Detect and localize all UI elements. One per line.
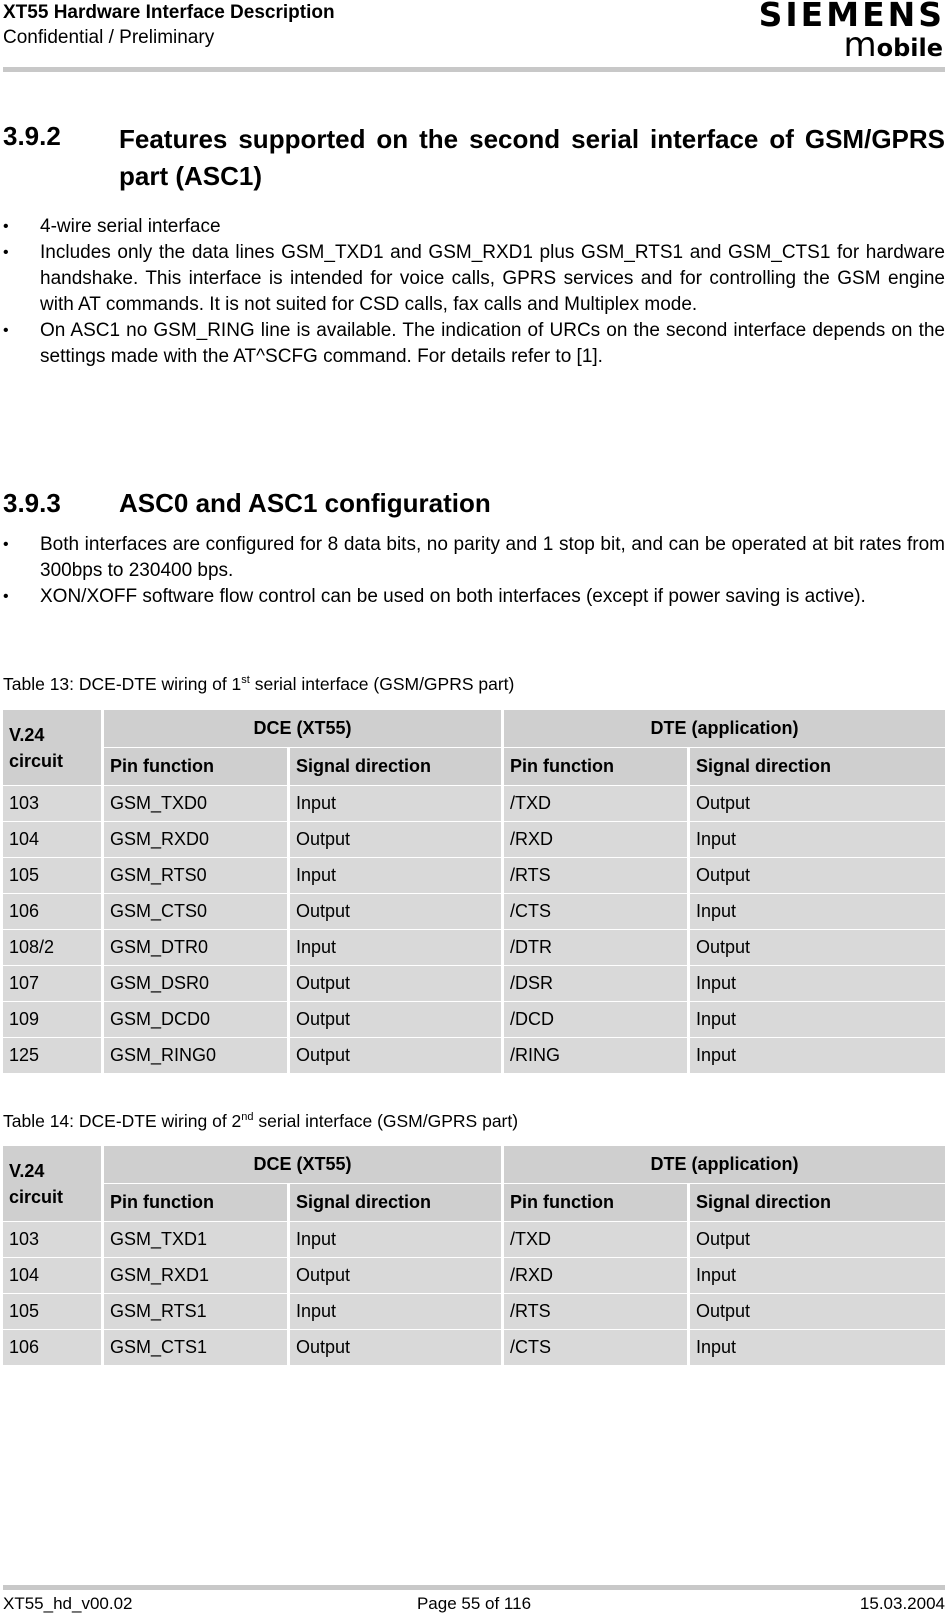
cell-dte-direction: Input [690,1330,945,1366]
cell-circuit: 106 [3,1330,104,1366]
table-row [3,1330,945,1366]
section-number: 3.9.3 [3,488,61,518]
cell-dte-direction: Output [690,930,945,966]
footer-date: 15.03.2004 [859,1594,945,1613]
header-dte: DTE (application) [504,710,945,748]
list-item: • Both interfaces are configured for 8 data bits, no parity and 1 stop bit, and can be operated at bit rates from 300bps to 230400 bps. [3,532,945,584]
table-13 [3,710,945,1074]
caption-text: Table 13: DCE-DTE wiring of 1 [3,674,242,694]
cell-dce-pin: GSM_DSR0 [104,966,290,1002]
caption-text: serial interface (GSM/GPRS part) [249,674,515,694]
cell-dce-pin: GSM_TXD1 [104,1222,290,1258]
document-confidentiality: Confidential / Preliminary [3,27,215,48]
footer-rule [3,1585,945,1590]
cell-dte-pin: /DTR [504,930,690,966]
cell-dte-direction: Input [690,1258,945,1294]
cell-circuit: 104 [3,1258,104,1294]
table-row [3,1038,945,1074]
caption-text: serial interface (GSM/GPRS part) [253,1111,519,1131]
table-header-row [3,710,945,748]
cell-dce-direction: Output [290,966,504,1002]
cell-dce-direction: Output [290,1002,504,1038]
table-row [3,930,945,966]
cell-dce-pin: GSM_RTS0 [104,858,290,894]
table-13-caption [3,674,514,695]
cell-dte-pin: /DCD [504,1002,690,1038]
cell-circuit: 107 [3,966,104,1002]
cell-dce-direction: Output [290,1258,504,1294]
header-circuit: V.24 circuit [3,710,104,786]
table-subheader-row [3,1184,945,1222]
list-item: • 4-wire serial interface [3,214,945,240]
cell-dce-pin: GSM_TXD0 [104,786,290,822]
cell-dce-pin: GSM_CTS1 [104,1330,290,1366]
table-row [3,858,945,894]
header-signal-direction: Signal direction [690,748,945,786]
cell-dce-direction: Input [290,1222,504,1258]
table-row [3,822,945,858]
cell-dce-direction: Input [290,930,504,966]
header-circuit: V.24 circuit [3,1146,104,1222]
footer-doc-id: XT55_hd_v00.02 [3,1594,133,1613]
cell-dce-pin: GSM_DTR0 [104,930,290,966]
cell-dte-direction: Input [690,894,945,930]
cell-dce-direction: Input [290,786,504,822]
header-pin-function: Pin function [104,1184,290,1222]
logo-mobile [759,25,943,65]
cell-dce-direction: Output [290,1038,504,1074]
cell-dce-direction: Output [290,822,504,858]
bullet-list-392 [3,214,945,370]
table-subheader-row [3,748,945,786]
cell-dce-direction: Input [290,1294,504,1330]
cell-dce-direction: Input [290,858,504,894]
header-dce: DCE (XT55) [104,710,504,748]
cell-dte-pin: /RTS [504,1294,690,1330]
cell-dce-pin: GSM_CTS0 [104,894,290,930]
table-row [3,1294,945,1330]
cell-dte-direction: Output [690,1294,945,1330]
siemens-mobile-logo [758,0,945,65]
cell-circuit: 105 [3,858,104,894]
logo-mobile-m: m [843,25,877,65]
table-row [3,1002,945,1038]
header-signal-direction: Signal direction [290,1184,504,1222]
header-signal-direction: Signal direction [290,748,504,786]
cell-dte-pin: /RXD [504,822,690,858]
header-rule [3,67,945,72]
list-item: • Includes only the data lines GSM_TXD1 and GSM_RXD1 plus GSM_RTS1 and GSM_CTS1 for hardware handshake. This interface is intended for voice calls, GPRS services and for controlling the GSM engine with AT commands. It is not suited for CSD calls, fax calls and Multiplex mode. [3,240,945,318]
cell-dte-direction: Input [690,1002,945,1038]
cell-dce-pin: GSM_RING0 [104,1038,290,1074]
header-pin-function: Pin function [504,748,690,786]
logo-siemens: SIEMENS [758,0,945,34]
header-dce: DCE (XT55) [104,1146,504,1184]
cell-circuit: 103 [3,786,104,822]
cell-dte-direction: Output [690,786,945,822]
table-row [3,894,945,930]
footer-page-number: Page 55 of 116 [416,1594,532,1613]
cell-circuit: 103 [3,1222,104,1258]
section-heading-393 [3,488,491,519]
header-pin-function: Pin function [504,1184,690,1222]
table-14 [3,1146,945,1366]
cell-dte-pin: /DSR [504,966,690,1002]
cell-dte-pin: /RING [504,1038,690,1074]
cell-dte-pin: /CTS [504,1330,690,1366]
cell-dte-direction: Input [690,822,945,858]
header-signal-direction: Signal direction [690,1184,945,1222]
table-row [3,786,945,822]
cell-dte-direction: Input [690,1038,945,1074]
table-row [3,966,945,1002]
cell-circuit: 109 [3,1002,104,1038]
list-item: • On ASC1 no GSM_RING line is available. The indication of URCs on the second interface depends on the settings made with the AT^SCFG command. For details refer to [1]. [3,318,945,370]
section-title: Features supported on the second serial interface of GSM/GPRS part (ASC1) [119,124,945,191]
table-row [3,1258,945,1294]
cell-dte-pin: /CTS [504,894,690,930]
caption-superscript: nd [241,1111,254,1124]
cell-circuit: 108/2 [3,930,104,966]
cell-dte-pin: /TXD [504,786,690,822]
cell-circuit: 104 [3,822,104,858]
cell-dce-pin: GSM_RXD0 [104,822,290,858]
cell-dce-direction: Output [290,1330,504,1366]
cell-dce-pin: GSM_RTS1 [104,1294,290,1330]
logo-mobile-rest: obile [876,34,943,62]
caption-text: Table 14: DCE-DTE wiring of 2 [3,1111,242,1131]
list-item: • XON/XOFF software flow control can be used on both interfaces (except if power saving is active). [3,584,945,610]
document-title: XT55 Hardware Interface Description [3,2,335,23]
caption-superscript: st [241,674,250,687]
cell-circuit: 105 [3,1294,104,1330]
table-row [3,1222,945,1258]
section-title: ASC0 and ASC1 configuration [119,488,491,518]
cell-dte-pin: /RTS [504,858,690,894]
bullet-list-393 [3,532,945,610]
header-pin-function: Pin function [104,748,290,786]
cell-dce-pin: GSM_DCD0 [104,1002,290,1038]
cell-circuit: 125 [3,1038,104,1074]
cell-dte-pin: /RXD [504,1258,690,1294]
cell-circuit: 106 [3,894,104,930]
header-dte: DTE (application) [504,1146,945,1184]
section-number: 3.9.2 [3,121,61,151]
table-14-caption [3,1111,518,1132]
cell-dte-direction: Output [690,858,945,894]
cell-dte-direction: Input [690,966,945,1002]
cell-dte-pin: /TXD [504,1222,690,1258]
table-header-row [3,1146,945,1184]
cell-dce-direction: Output [290,894,504,930]
cell-dce-pin: GSM_RXD1 [104,1258,290,1294]
cell-dte-direction: Output [690,1222,945,1258]
